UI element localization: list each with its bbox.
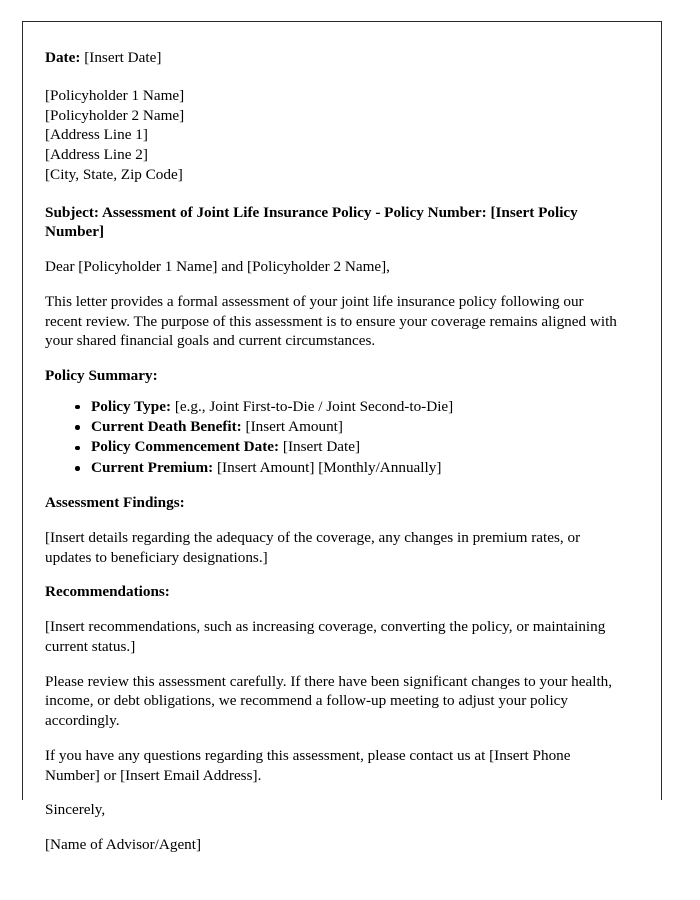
intro-paragraph: This letter provides a formal assessment of your joint life insurance policy following our recent review. The purpose of this assessment is to ensure your coverage remains aligned with your shared financial goals and current circumstances. xyxy=(45,292,617,350)
list-item xyxy=(75,458,623,478)
recommendations-heading: Recommendations: xyxy=(45,583,170,601)
list-item-label: Current Death Benefit: xyxy=(91,418,242,436)
list-item-value: [e.g., Joint First-to-Die / Joint Second-to-Die] xyxy=(174,397,454,415)
closing: Sincerely, xyxy=(45,801,106,819)
date-line xyxy=(45,48,623,68)
subject-line: Subject: Assessment of Joint Life Insurance Policy - Policy Number: [Insert Policy Number] xyxy=(45,203,578,241)
list-item xyxy=(75,417,623,437)
address-line: [Policyholder 2 Name] xyxy=(45,106,185,124)
list-item-value: [Insert Amount] xyxy=(245,418,343,436)
policy-summary-heading: Policy Summary: xyxy=(45,367,158,384)
policy-summary-list xyxy=(45,397,623,478)
contact-paragraph: If you have any questions regarding this assessment, please contact us at [Insert Phone Number] or [Insert Email Address]. xyxy=(45,746,571,784)
list-item-value: [Insert Amount] [Monthly/Annually] xyxy=(216,458,442,476)
recipient-address-block xyxy=(45,86,623,185)
list-item-label: Policy Commencement Date: xyxy=(91,438,280,456)
list-item-value: [Insert Date] xyxy=(282,438,361,456)
review-paragraph: Please review this assessment carefully. If there have been significant changes to your health, income, or debt obligations, we recommend a follow-up meeting to adjust your policy accordingly. xyxy=(45,672,613,730)
address-line: [City, State, Zip Code] xyxy=(45,165,183,183)
bullet-icon xyxy=(75,425,80,430)
assessment-findings-heading: Assessment Findings: xyxy=(45,494,185,512)
date-value: [Insert Date] xyxy=(84,49,162,66)
signature-line: [Name of Advisor/Agent] xyxy=(45,836,202,854)
address-line: [Address Line 2] xyxy=(45,146,148,163)
list-item xyxy=(75,437,623,457)
document-page xyxy=(22,21,662,854)
bullet-icon xyxy=(75,405,80,410)
address-line: [Policyholder 1 Name] xyxy=(45,86,185,104)
recommendations-body: [Insert recommendations, such as increasing coverage, converting the policy, or maintaining current status.] xyxy=(45,618,606,655)
document-content xyxy=(45,48,623,854)
salutation: Dear [Policyholder 1 Name] and [Policyholder 2 Name], xyxy=(45,258,390,275)
assessment-findings-body: [Insert details regarding the adequacy of the coverage, any changes in premium rates, or updates to beneficiary designations.] xyxy=(45,528,581,566)
date-label: Date: xyxy=(45,49,81,66)
list-item-label: Policy Type: xyxy=(91,397,172,415)
bullet-icon xyxy=(75,446,80,451)
list-item xyxy=(75,397,623,417)
list-item-label: Current Premium: xyxy=(91,458,214,476)
bullet-icon xyxy=(75,466,80,471)
address-line: [Address Line 1] xyxy=(45,126,148,144)
